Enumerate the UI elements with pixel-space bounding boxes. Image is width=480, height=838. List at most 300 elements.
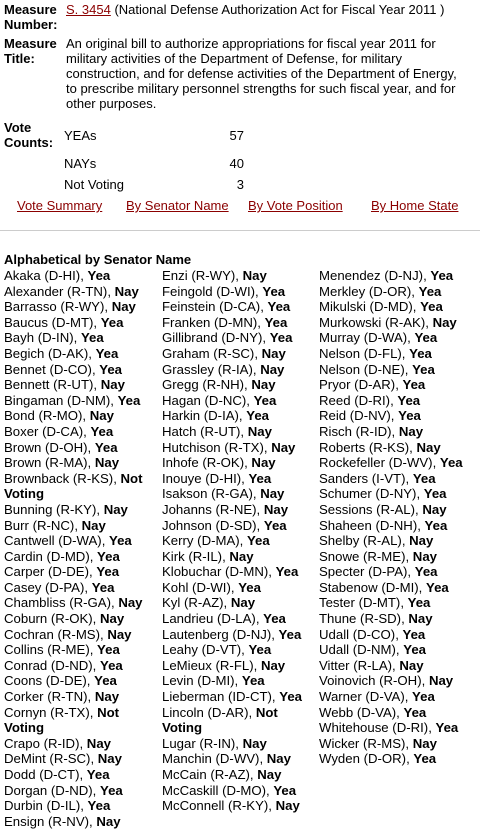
senator-entry [319,549,479,565]
senator-entry [162,362,318,378]
nav-vote-summary-link[interactable]: Vote Summary [17,198,103,213]
senator-vote: Yea [241,673,265,689]
senator-name: Murkowski (R-AK), [319,314,433,330]
senator-entry [4,424,162,440]
senator-entry [162,533,318,549]
senator-vote: Nay [412,548,437,564]
senator-entry [4,642,162,658]
senator-name: Coons (D-DE), [4,673,95,689]
senator-name: Voinovich (R-OH), [319,673,429,689]
senator-entry [319,268,479,284]
senator-vote: Nay [251,455,276,471]
senator-name: Brown (R-MA), [4,455,95,471]
senator-name: Graham (R-SC), [162,345,262,361]
senator-name: Akaka (D-HI), [4,268,88,283]
senator-vote: Yea [407,595,431,611]
senator-vote: Nay [409,533,434,549]
senator-entry [162,736,318,752]
senator-name: Mikulski (D-MD), [319,299,421,315]
senator-vote: Yea [273,782,297,798]
count-label-not-voting: Not Voting [64,177,124,192]
senator-entry [4,564,162,580]
senator-entry [319,284,479,300]
senator-vote: Yea [263,517,287,533]
senator-vote: Yea [412,689,435,705]
senator-name: Kerry (D-MA), [162,533,247,549]
senator-vote: Nay [422,501,447,517]
senator-name: Feinstein (D-CA), [162,299,268,315]
senator-vote: Yea [439,455,463,471]
senator-vote: Nay [275,798,300,814]
senator-vote: Nay [242,735,267,751]
senator-entry [319,330,479,346]
senator-name: Gregg (R-NH), [162,377,252,393]
senator-entry [162,346,318,362]
senator-entry [4,393,162,409]
senator-vote: Yea [80,330,104,346]
senator-vote: Nay [94,689,120,705]
senator-entry [162,518,318,534]
senator-name: Cornyn (R-TX), [4,704,98,720]
senator-name: Inouye (D-HI), [162,470,249,486]
senator-vote: Yea [99,361,123,377]
measure-info-table [4,2,472,111]
senator-vote: Yea [97,548,120,564]
senator-vote: Not Voting [4,704,120,736]
senator-name: Brownback (R-KS), [4,470,121,486]
senator-vote: Nay [229,548,254,564]
senator-entry [162,580,318,596]
senator-vote: Yea [279,689,302,705]
nav-by-senator-name-link[interactable]: By Senator Name [126,198,229,213]
senator-entry [162,377,318,393]
senator-entry [4,330,162,346]
senator-vote: Nay [97,751,122,767]
senator-name: Bingaman (D-NM), [4,392,118,408]
senator-name: Manchin (D-WV), [162,751,267,767]
senator-entry [319,580,479,596]
senator-name: Reed (D-RI), [319,392,398,408]
senator-name: Carper (D-DE), [4,564,97,580]
senator-entry [4,736,162,752]
measure-number-link[interactable]: S. 3454 [66,2,111,17]
senator-entry [319,595,479,611]
nav-by-vote-position-link[interactable]: By Vote Position [248,198,343,213]
senator-entry [162,284,318,300]
senator-vote: Yea [435,720,459,736]
senator-vote: Nay [408,611,433,627]
senator-vote: Nay [271,439,296,455]
senator-entry [162,502,318,518]
senator-entry [319,346,479,362]
senator-vote: Yea [414,330,438,346]
senator-name: Bunning (R-KY), [4,501,104,517]
senator-name: Bennet (D-CO), [4,361,100,377]
senator-entry [162,705,318,736]
senator-name: Conrad (D-ND), [4,657,100,673]
senator-name: Baucus (D-MT), [4,314,101,330]
senator-entry [162,767,318,783]
senator-name: Landrieu (D-LA), [162,611,264,627]
senator-vote: Nay [94,455,120,471]
senator-name: Chambliss (R-GA), [4,595,119,611]
senator-vote: Yea [248,642,272,658]
senator-vote: Yea [262,283,286,299]
senator-entry [162,595,318,611]
senator-vote: Yea [87,268,111,283]
senator-entry [4,284,162,300]
senator-entry [4,315,162,331]
senator-entry [4,798,162,814]
senator-vote: Yea [248,470,272,486]
senator-name: Hatch (R-UT), [162,423,248,439]
senator-name: Brown (D-OH), [4,439,95,455]
senator-entry [162,642,318,658]
senator-name: Enzi (R-WY), [162,268,243,283]
senator-vote: Yea [95,345,119,361]
senator-vote: Nay [114,283,139,299]
senator-entry [162,330,318,346]
measure-title-text: An original bill to authorize appropriations for fiscal year 2011 for military activities of the Department of Defense, for military construction, and for defense activities of the Department of Energy, to prescribe military personnel strengths for such fiscal year, and for other purposes. [66,36,457,111]
senator-list-heading: Alphabetical by Senator Name [4,252,192,267]
senator-name: Rockefeller (D-WV), [319,455,440,471]
senator-column-1 [4,268,162,829]
senator-vote: Yea [403,704,427,720]
senator-entry [162,455,318,471]
senator-entry [319,611,479,627]
senator-entry [162,440,318,456]
senator-vote: Nay [81,517,106,533]
senator-vote: Yea [402,377,426,393]
senator-name: Tester (D-MT), [319,595,408,611]
senator-name: Cantwell (D-WA), [4,533,110,549]
senator-vote: Nay [100,377,125,393]
senator-name: Wicker (R-MS), [319,735,413,751]
senator-entry [319,751,479,767]
senator-name: Corker (R-TN), [4,689,95,705]
senator-entry [319,658,479,674]
senator-entry [319,736,479,752]
senator-entry [319,533,479,549]
senator-vote: Yea [267,299,291,315]
senator-entry [4,455,162,471]
senator-name: Johanns (R-NE), [162,501,264,517]
senator-name: Udall (D-CO), [319,626,403,642]
senator-entry [162,751,318,767]
count-value-not-voting: 3 [236,177,244,192]
senator-entry [4,814,162,830]
count-label-nays: NAYs [64,156,97,171]
senator-entry [319,564,479,580]
senator-vote: Yea [100,782,123,798]
measure-number-text: (National Defense Authorization Act for Fiscal Year 2011 ) [110,2,445,17]
senator-entry [319,705,479,721]
senator-name: Lincoln (D-AR), [162,704,256,720]
senator-entry [319,299,479,315]
senator-entry [319,518,479,534]
senator-name: Hutchison (R-TX), [162,439,272,455]
senator-vote: Yea [426,579,449,595]
senator-name: Pryor (D-AR), [319,377,403,393]
senator-name: Roberts (R-KS), [319,439,417,455]
senator-name: Bond (R-MO), [4,408,90,424]
senator-entry [319,502,479,518]
senator-vote: Yea [412,470,436,486]
vote-counts-label: Vote Counts: [4,120,54,150]
senator-name: Nelson (D-FL), [319,345,410,361]
senator-vote: Yea [403,642,427,658]
senator-name: Dorgan (D-ND), [4,782,100,798]
senator-entry [162,689,318,705]
senator-entry [4,658,162,674]
senator-name: Feingold (D-WI), [162,283,263,299]
senator-entry [319,440,479,456]
senator-entry [319,627,479,643]
senator-vote: Yea [420,299,443,315]
senator-vote: Nay [260,657,286,673]
senator-vote: Nay [416,439,441,455]
senator-vote: Not Voting [162,704,278,736]
senator-name: Harkin (D-IA), [162,408,247,424]
senator-entry [4,440,162,456]
senator-entry [162,299,318,315]
senator-name: Lautenberg (D-NJ), [162,626,279,642]
senator-entry [162,486,318,502]
senator-name: Barrasso (R-WY), [4,299,112,315]
senator-name: McConnell (R-KY), [162,798,276,814]
senator-name: Crapo (R-ID), [4,735,87,751]
senator-vote: Yea [100,657,123,673]
senator-name: Dodd (D-CT), [4,767,87,782]
count-value-nays: 40 [229,156,244,171]
senator-vote: Yea [87,798,111,814]
senator-name: Webb (D-VA), [319,704,404,720]
senator-vote: Nay [247,423,272,439]
count-label-yeas: YEAs [64,128,97,143]
senator-vote: Yea [94,439,118,455]
senator-vote: Nay [86,735,111,751]
nav-by-home-state-link[interactable]: By Home State [371,198,459,213]
senator-entry [4,751,162,767]
senator-entry [162,393,318,409]
senator-vote: Yea [100,314,124,330]
senator-vote: Not Voting [4,470,143,502]
senator-vote: Nay [257,767,282,782]
senator-vote: Nay [412,735,437,751]
senator-vote: Yea [97,642,120,658]
senator-entry [4,533,162,549]
senator-vote: Nay [107,626,132,642]
senator-name: Snowe (R-ME), [319,548,413,564]
senator-vote: Nay [260,486,285,502]
senator-vote: Nay [251,377,276,393]
senator-vote: Yea [398,408,421,424]
senator-name: Casey (D-PA), [4,579,92,595]
senator-vote: Yea [402,626,426,642]
senator-entry [4,518,162,534]
senator-name: LeMieux (R-FL), [162,657,261,673]
senator-name: Hagan (D-NC), [162,392,254,408]
senator-entry [4,549,162,565]
senator-vote: Yea [423,486,447,502]
senator-entry [319,424,479,440]
senator-name: Coburn (R-OK), [4,611,100,627]
senator-entry [319,720,479,736]
senator-vote: Yea [117,392,141,408]
senator-name: Reid (D-NV), [319,408,399,424]
senator-name: Schumer (D-NY), [319,486,424,502]
senator-name: Stabenow (D-MI), [319,579,426,595]
senator-vote: Nay [230,595,256,611]
senator-name: Nelson (D-NE), [319,361,413,377]
section-divider [0,230,480,231]
senator-name: Gillibrand (D-NY), [162,330,270,346]
senator-name: Collins (R-ME), [4,642,98,658]
senator-name: Bayh (D-IN), [4,330,81,346]
senator-vote: Nay [266,751,291,767]
senator-name: DeMint (R-SC), [4,751,98,767]
senator-entry [162,268,318,284]
senator-vote: Yea [246,533,270,549]
senator-column-2 [162,268,318,814]
senator-name: Johnson (D-SD), [162,517,264,533]
senator-entry [162,658,318,674]
senator-name: Ensign (R-NV), [4,813,97,829]
senator-entry [319,486,479,502]
senator-name: Begich (D-AK), [4,345,96,361]
senator-name: Udall (D-NM), [319,642,404,658]
senator-name: Whitehouse (D-RI), [319,720,436,736]
senator-name: Sanders (I-VT), [319,470,413,486]
senator-vote: Nay [399,657,424,673]
senator-name: Leahy (D-VT), [162,642,249,658]
senator-entry [319,689,479,705]
senator-vote: Nay [100,611,125,627]
senator-vote: Yea [109,533,132,549]
senator-entry [319,471,479,487]
measure-number-label: Measure Number: [4,2,58,32]
senator-entry [162,627,318,643]
senator-name: Thune (R-SD), [319,611,409,627]
senator-name: Wyden (D-OR), [319,751,414,767]
senator-entry [4,627,162,643]
senator-entry [162,549,318,565]
senator-name: Inhofe (R-OK), [162,455,252,471]
senator-entry [4,346,162,362]
senator-entry [4,689,162,705]
measure-title-label: Measure Title: [4,36,57,66]
senator-entry [4,362,162,378]
senator-vote: Yea [278,626,302,642]
senator-name: Merkley (D-OR), [319,283,419,299]
senator-name: Kirk (R-IL), [162,548,230,564]
senator-vote: Nay [261,345,286,361]
senator-vote: Nay [89,408,114,424]
senator-name: Cardin (D-MD), [4,548,98,564]
senator-vote: Yea [397,392,421,408]
senator-name: Franken (D-MN), [162,314,265,330]
senator-name: Shelby (R-AL), [319,533,410,549]
senator-vote: Yea [263,611,286,627]
senator-name: Vitter (R-LA), [319,657,400,673]
senator-name: Alexander (R-TN), [4,283,115,299]
senator-name: Lieberman (ID-CT), [162,689,280,705]
senator-entry [319,362,479,378]
senator-name: Warner (D-VA), [319,689,413,705]
senator-vote: Nay [263,501,289,517]
senator-entry [319,393,479,409]
senator-entry [4,268,162,284]
senator-entry [4,673,162,689]
senator-vote: Nay [428,673,454,689]
senator-vote: Yea [412,361,435,377]
senator-vote: Yea [430,268,454,283]
senator-vote: Yea [269,330,293,346]
senator-name: Durbin (D-IL), [4,798,88,814]
senator-vote: Nay [96,813,121,829]
senator-vote: Yea [90,423,114,439]
senator-vote: Yea [253,392,277,408]
senator-vote: Yea [246,408,270,424]
senator-vote: Nay [111,299,136,315]
senator-name: Boxer (D-CA), [4,423,91,439]
senator-entry [4,502,162,518]
senator-entry [4,783,162,799]
senator-entry [4,471,162,502]
senator-entry [4,377,162,393]
senator-vote: Nay [242,268,267,283]
senator-name: Risch (R-ID), [319,423,399,439]
senator-vote: Nay [118,595,143,611]
senator-name: McCain (R-AZ), [162,767,258,782]
senator-name: Sessions (R-AL), [319,501,423,517]
senator-vote: Nay [260,361,285,377]
senator-name: Shaheen (D-NH), [319,517,425,533]
senator-name: Lugar (R-IN), [162,735,243,751]
senator-vote: Yea [91,579,115,595]
senator-entry [4,611,162,627]
senator-column-3 [319,268,479,767]
senator-entry [319,642,479,658]
senator-entry [319,455,479,471]
senator-name: Levin (D-MI), [162,673,242,689]
senator-entry [4,580,162,596]
senator-entry [162,408,318,424]
senator-entry [4,767,162,783]
senator-vote: Yea [264,314,288,330]
senator-name: Isakson (R-GA), [162,486,261,502]
senator-name: Burr (R-NC), [4,517,82,533]
senator-vote: Nay [398,423,424,439]
senator-entry [319,673,479,689]
count-value-yeas: 57 [229,128,244,143]
senator-entry [162,611,318,627]
vote-view-nav [0,198,480,216]
senator-vote: Yea [418,283,442,299]
senator-name: Grassley (R-IA), [162,361,261,377]
senator-name: Specter (D-PA), [319,564,415,580]
senator-entry [162,673,318,689]
senator-name: Menendez (D-NJ), [319,268,431,283]
senator-vote: Yea [94,673,117,689]
senator-vote: Yea [424,517,448,533]
senator-entry [162,783,318,799]
senator-entry [4,408,162,424]
measure-number-value [66,2,472,32]
senator-name: Kohl (D-WI), [162,579,239,595]
senator-name: Murray (D-WA), [319,330,415,346]
senator-vote: Yea [86,767,110,782]
